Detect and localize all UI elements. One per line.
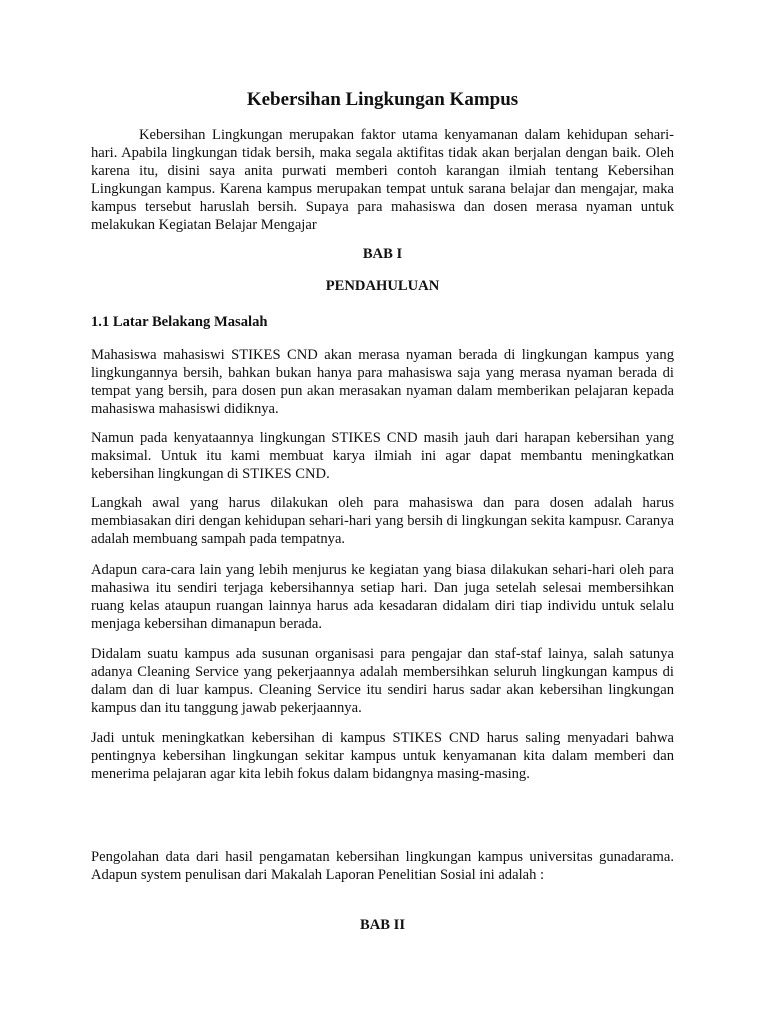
body-paragraph: Mahasiswa mahasiswi STIKES CND akan merasa nyaman berada di lingkungan kampus yang lingkungannya bersih, bahkan bukan hanya para mahasiswa saja yang merasa nyaman berada di tempat yang bersih, para dosen pun akan merasakan nyaman dalam memberikan pelajaran kepada mahasiswa mahasiswi didiknya. <box>91 347 674 417</box>
chapter-1-title: PENDAHULUAN <box>325 278 440 294</box>
body-paragraph: Langkah awal yang harus dilakukan oleh para mahasiswa dan para dosen adalah harus membiasakan diri dengan kehidupan sehari-hari yang bersih di lingkungan sekita kampusr. Caranya adalah membuang sampah pada tempatnya. <box>91 495 674 547</box>
chapter-1-label: BAB I <box>362 246 403 262</box>
body-paragraph: Pengolahan data dari hasil pengamatan kebersihan lingkungan kampus universitas gunadarama. Adapun system penulisan dari Makalah Laporan Penelitian Sosial ini adalah : <box>91 849 674 883</box>
intro-paragraph: Kebersihan Lingkungan merupakan faktor utama kenyamanan dalam kehidupan sehari-hari. Apabila lingkungan tidak bersih, maka segala aktifitas tidak akan berjalan dengan baik. Oleh karena itu, disini saya anita purwati memberi contoh karangan ilmiah tentang Kebersihan Lingkungan kampus. Karena kampus merupakan tempat untuk sarana belajar dan mengajar, maka kampus tersebut haruslah bersih. Supaya para mahasiswa dan dosen merasa nyaman untuk melakukan Kegiatan Belajar Mengajar <box>91 127 674 233</box>
section-1-1-heading: 1.1 Latar Belakang Masalah <box>91 314 268 330</box>
body-paragraph: Adapun cara-cara lain yang lebih menjurus ke kegiatan yang biasa dilakukan sehari-hari oleh para mahasiwa itu sendiri terjaga kebersihannya setiap hari. Dan juga setelah selesai membersihkan ruang kelas ataupun ruangan lainnya harus ada kesadaran didalam diri tiap individu untuk selalu menjaga kebersihan dimanapun berada. <box>91 562 674 632</box>
body-paragraph: Namun pada kenyataannya lingkungan STIKES CND masih jauh dari harapan kebersihan yang maksimal. Untuk itu kami membuat karya ilmiah ini agar dapat membantu meningkatkan kebersihan lingkungan di STIKES CND. <box>91 430 674 482</box>
document-title: Kebersihan Lingkungan Kampus <box>246 89 519 110</box>
chapter-2-label: BAB II <box>359 917 405 933</box>
document-page <box>91 0 674 1024</box>
body-paragraph: Jadi untuk meningkatkan kebersihan di kampus STIKES CND harus saling menyadari bahwa pentingnya kebersihan lingkungan sekitar kampus untuk kenyamanan kita dalam memberi dan menerima pelajaran agar kita lebih fokus dalam bidangnya masing-masing. <box>91 730 674 782</box>
body-paragraph: Didalam suatu kampus ada susunan organisasi para pengajar dan staf-staf lainya, salah satunya adanya Cleaning Service yang pekerjaannya adalah membersihkan seluruh lingkungan kampus di dalam dan di luar kampus. Cleaning Service itu sendiri harus sadar akan kebersihan lingkungan kampus dan itu tanggung jawab pekerjaannya. <box>91 646 674 716</box>
